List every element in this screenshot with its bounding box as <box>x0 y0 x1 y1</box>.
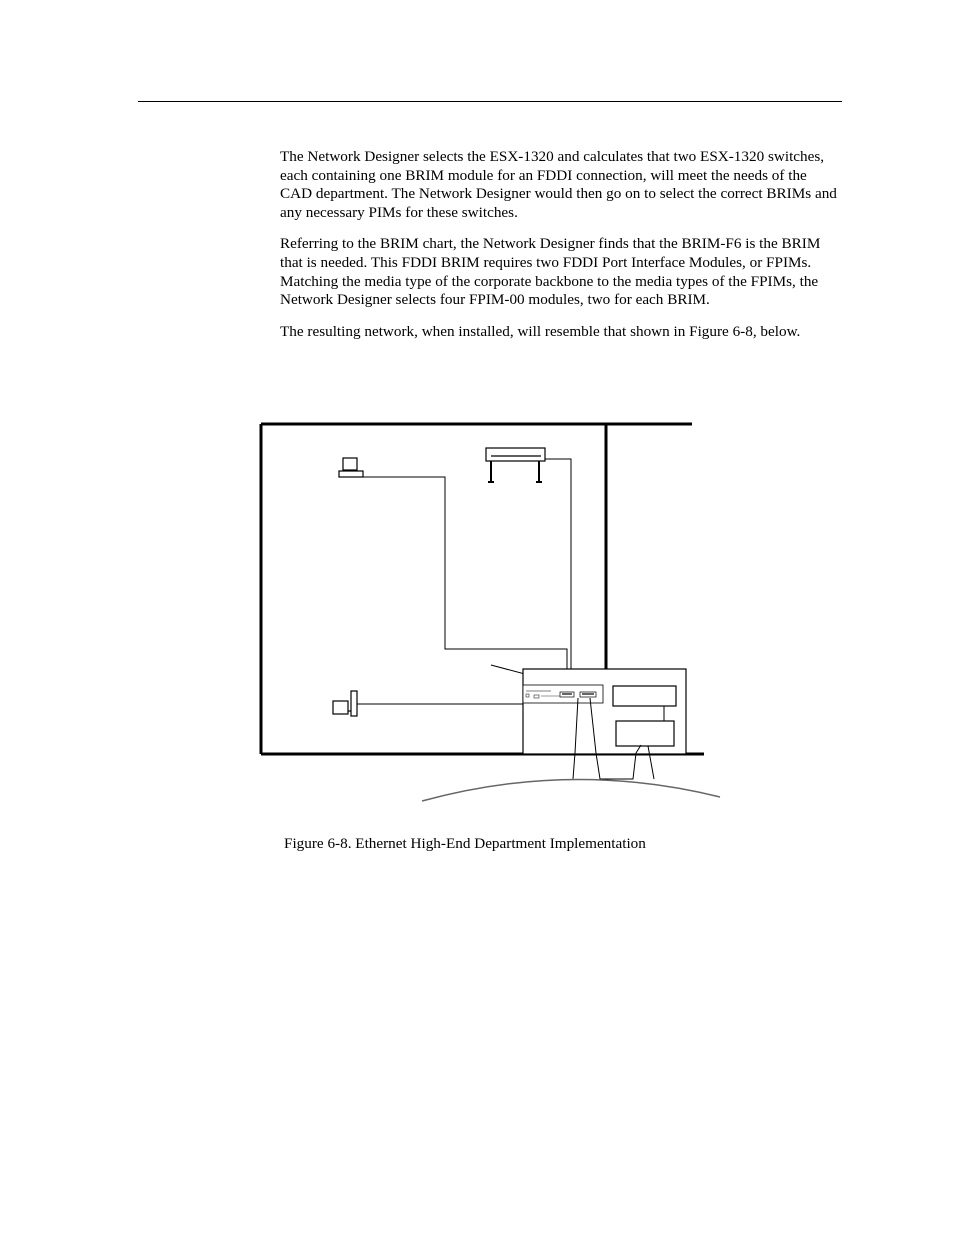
network-diagram-svg <box>255 415 730 805</box>
network-diagram <box>255 415 730 805</box>
tower-computer-icon <box>333 691 357 716</box>
cables <box>357 459 571 704</box>
figure-caption: Figure 6-8. Ethernet High-End Department Implementation <box>284 835 646 852</box>
paragraph-3: The resulting network, when installed, will resemble that shown in Figure 6-8, below. <box>280 322 801 340</box>
paragraph-1: The Network Designer selects the ESX-1320 and calculates that two ESX-1320 switches, each containing one BRIM module for an FDDI connection, will meet the needs of the CAD department. The Network Designer would then go on to select the correct BRIMs and any necessary PIMs for these switches. <box>280 148 837 222</box>
workstation-icon <box>339 458 363 477</box>
fddi-backbone-ring <box>422 779 720 801</box>
header-rule <box>138 101 842 102</box>
plotter-icon <box>486 448 545 482</box>
paragraph-2: Referring to the BRIM chart, the Network Designer finds that the BRIM-F6 is the BRIM that is needed. This FDDI BRIM requires two FDDI Port Interface Modules, or FPIMs. Matching the media type of the corporate backbone to the media types of the FPIMs, the Network Designer selects four FPIM-00 modules, two for each BRIM. <box>280 235 821 309</box>
body-text <box>280 148 842 354</box>
